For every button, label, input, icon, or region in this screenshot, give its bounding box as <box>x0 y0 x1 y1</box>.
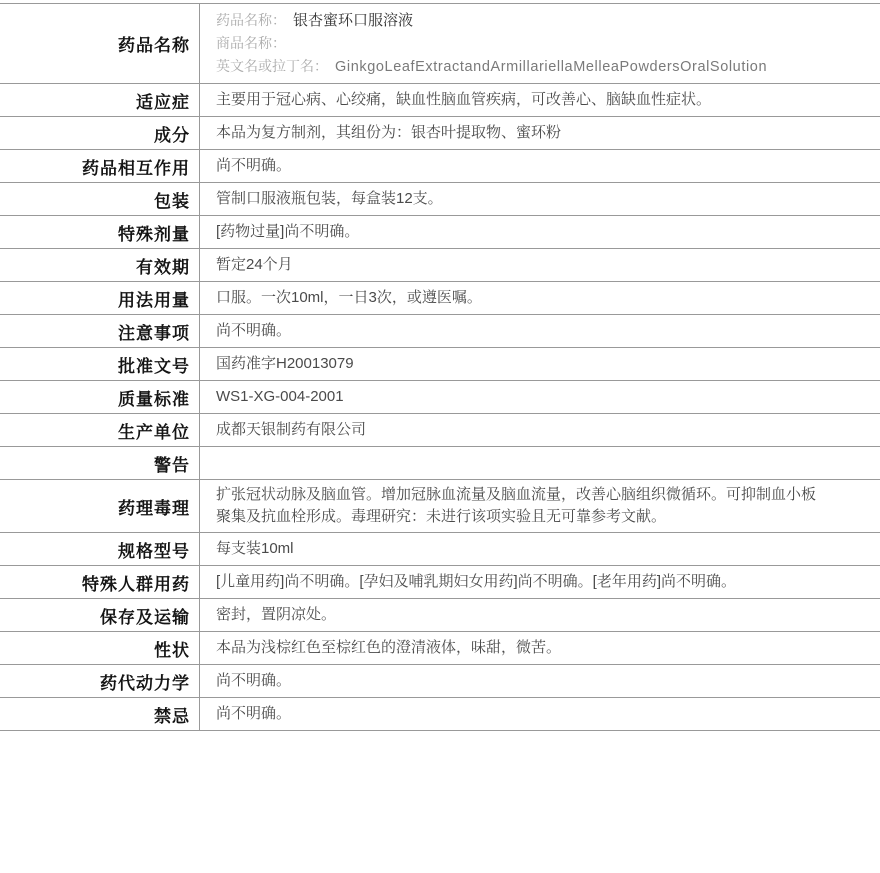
row-value-cell <box>200 315 880 347</box>
table-row <box>0 632 880 665</box>
table-row <box>0 447 880 480</box>
row-label: 特殊剂量 <box>0 216 200 248</box>
english-name-value: GinkgoLeafExtractandArmillariellaMelleaPowdersOralSolution <box>335 58 768 75</box>
row-label: 性状 <box>0 632 200 664</box>
row-label: 包装 <box>0 183 200 215</box>
table-row <box>0 414 880 447</box>
row-label: 药理毒理 <box>0 480 200 532</box>
row-label: 有效期 <box>0 249 200 281</box>
row-value-cell <box>200 599 880 631</box>
row-value: 管制口服液瓶包装，每盒装12支。 <box>216 190 443 207</box>
table-row <box>0 599 880 632</box>
row-value: 成都天银制药有限公司 <box>216 421 367 438</box>
row-value: [儿童用药]尚不明确。[孕妇及哺乳期妇女用药]尚不明确。[老年用药]尚不明确。 <box>216 573 737 590</box>
row-value: 尚不明确。 <box>216 705 292 722</box>
row-value-cell <box>200 381 880 413</box>
row-value: 扩张冠状动脉及脑血管。增加冠脉血流量及脑血流量，改善心脑组织微循环。可抑制血小板聚集及抗血栓形成。毒理研究：未进行该项实验且无可靠参考文献。 <box>216 486 817 525</box>
row-label: 药代动力学 <box>0 665 200 697</box>
row-label-drug-name: 药品名称 <box>0 4 200 83</box>
drug-name-cell <box>200 4 880 83</box>
generic-name-value: 银杏蜜环口服溶液 <box>293 11 414 29</box>
row-label: 药品相互作用 <box>0 150 200 182</box>
english-name-line <box>216 55 767 79</box>
table-row <box>0 698 880 731</box>
drug-name-line <box>216 9 413 32</box>
row-value: 口服。一次10ml，一日3次，或遵医嘱。 <box>216 289 482 306</box>
row-value-cell <box>200 447 880 479</box>
row-value-cell <box>200 150 880 182</box>
row-label: 生产单位 <box>0 414 200 446</box>
row-label: 规格型号 <box>0 533 200 565</box>
row-label: 注意事项 <box>0 315 200 347</box>
table-row <box>0 480 880 533</box>
row-value: 本品为复方制剂，其组份为：银杏叶提取物、蜜环粉 <box>216 124 562 141</box>
row-value-cell <box>200 698 880 730</box>
row-label: 质量标准 <box>0 381 200 413</box>
row-value-cell <box>200 566 880 598</box>
row-value-cell <box>200 249 880 281</box>
table-row <box>0 566 880 599</box>
table-row <box>0 533 880 566</box>
row-value: 尚不明确。 <box>216 322 292 339</box>
generic-name-prefix: 药品名称： <box>216 11 286 28</box>
row-label: 适应症 <box>0 84 200 116</box>
table-row <box>0 665 880 698</box>
row-value-cell <box>200 665 880 697</box>
row-value: 尚不明确。 <box>216 157 292 174</box>
table-row <box>0 117 880 150</box>
row-label: 批准文号 <box>0 348 200 380</box>
row-label: 保存及运输 <box>0 599 200 631</box>
row-label: 成分 <box>0 117 200 149</box>
english-name-prefix: 英文名或拉丁名： <box>216 57 328 74</box>
row-value-cell <box>200 414 880 446</box>
table-row <box>0 249 880 282</box>
table-row <box>0 183 880 216</box>
row-value: 尚不明确。 <box>216 672 292 689</box>
row-value-cell <box>200 348 880 380</box>
row-value-cell <box>200 480 880 532</box>
row-value: WS1-XG-004-2001 <box>216 388 344 405</box>
row-value: 本品为浅棕红色至棕红色的澄清液体，味甜，微苦。 <box>216 639 562 656</box>
row-value: 密封，置阴凉处。 <box>216 606 337 623</box>
table-row-drug-name <box>0 4 880 84</box>
row-value-cell <box>200 84 880 116</box>
row-value-cell <box>200 216 880 248</box>
row-value: 每支装10ml <box>216 540 294 557</box>
drug-info-table <box>0 3 880 731</box>
table-row <box>0 348 880 381</box>
row-label: 警告 <box>0 447 200 479</box>
table-row <box>0 282 880 315</box>
row-value-cell <box>200 117 880 149</box>
row-label: 用法用量 <box>0 282 200 314</box>
trade-name-prefix: 商品名称： <box>216 34 286 51</box>
row-value: 国药准字H20013079 <box>216 355 354 372</box>
table-row <box>0 150 880 183</box>
row-value-cell <box>200 183 880 215</box>
table-row <box>0 84 880 117</box>
row-value-cell <box>200 632 880 664</box>
row-label: 禁忌 <box>0 698 200 730</box>
row-value-cell <box>200 282 880 314</box>
trade-name-line <box>216 32 293 55</box>
row-value: [药物过量]尚不明确。 <box>216 223 360 240</box>
table-row <box>0 216 880 249</box>
table-row <box>0 315 880 348</box>
row-value-cell <box>200 533 880 565</box>
row-value: 暂定24个月 <box>216 256 293 273</box>
row-value: 主要用于冠心病、心绞痛，缺血性脑血管疾病，可改善心、脑缺血性症状。 <box>216 91 712 108</box>
table-row <box>0 381 880 414</box>
table-rows <box>0 84 880 731</box>
row-label: 特殊人群用药 <box>0 566 200 598</box>
